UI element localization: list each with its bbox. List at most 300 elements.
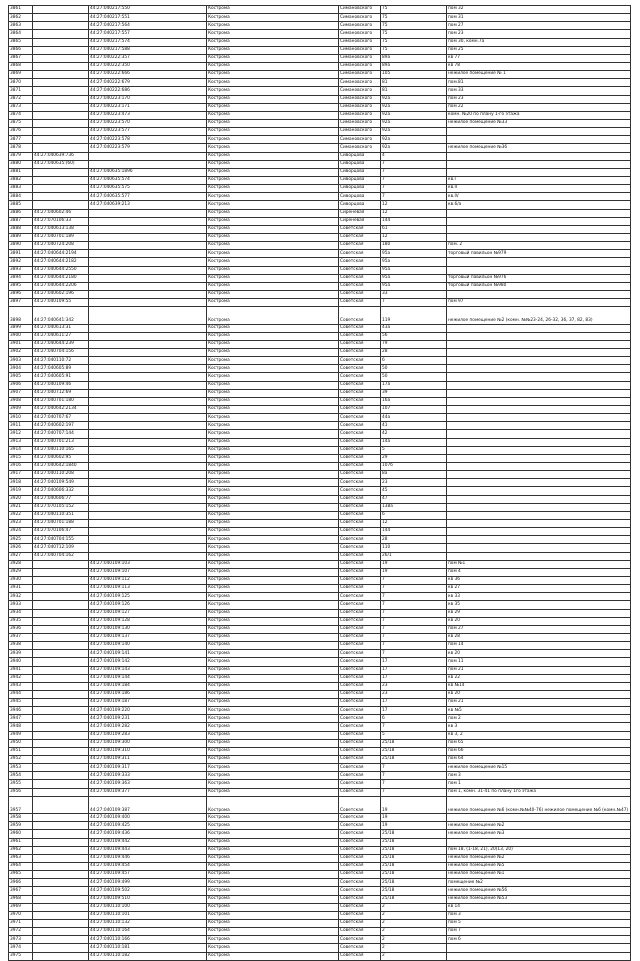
building-cadastral-cell <box>33 136 89 144</box>
premises-description-cell: кв.I <box>447 176 631 184</box>
city-cell: Кострома <box>207 707 339 715</box>
street-cell: Советская <box>339 544 381 552</box>
premises-description-cell: пом 65 <box>447 739 631 747</box>
premises-cadastral-cell: 44:27:040223:579 <box>89 144 207 152</box>
building-cadastral-cell <box>33 715 89 723</box>
street-cell: Советская <box>339 519 381 527</box>
city-cell: Кострома <box>207 822 339 830</box>
building-cadastral-cell <box>33 731 89 739</box>
table-row <box>9 144 631 152</box>
building-cadastral-cell: 44:27:040602:197 <box>33 422 89 430</box>
row-number-cell: 3927 <box>9 552 33 560</box>
premises-cadastral-cell: 44:27:040217:551 <box>89 14 207 22</box>
row-number-cell: 3954 <box>9 772 33 780</box>
building-cadastral-cell <box>33 723 89 731</box>
premises-description-cell <box>447 495 631 503</box>
city-cell: Кострома <box>207 609 339 617</box>
house-number-cell: 23 <box>381 479 447 487</box>
street-cell: Советская <box>339 552 381 560</box>
house-number-cell: 92а <box>381 128 447 136</box>
street-cell: Советская <box>339 780 381 788</box>
table-row <box>9 365 631 373</box>
city-cell: Кострома <box>207 46 339 54</box>
register-table-body <box>9 6 631 961</box>
house-number-cell: 75 <box>381 6 447 14</box>
house-number-cell: 25/18 <box>381 895 447 903</box>
street-cell: Советская <box>339 568 381 576</box>
table-row <box>9 290 631 298</box>
table-row <box>9 871 631 879</box>
building-cadastral-cell: 44:27:040644:239 <box>33 340 89 348</box>
city-cell: Кострома <box>207 796 339 813</box>
building-cadastral-cell: 44:27:040644:2206 <box>33 282 89 290</box>
building-cadastral-cell: 44:27:040707:144 <box>33 430 89 438</box>
city-cell: Кострома <box>207 503 339 511</box>
city-cell: Кострома <box>207 79 339 87</box>
premises-cadastral-cell <box>89 430 207 438</box>
row-number-cell: 3880 <box>9 160 33 168</box>
table-row <box>9 128 631 136</box>
city-cell: Кострома <box>207 307 339 324</box>
premises-description-cell: кв 3, 2 <box>447 731 631 739</box>
house-number-cell: 19 <box>381 796 447 813</box>
house-number-cell: 47 <box>381 495 447 503</box>
city-cell: Кострома <box>207 71 339 79</box>
city-cell: Кострома <box>207 519 339 527</box>
building-cadastral-cell <box>33 772 89 780</box>
premises-description-cell: пом 66 <box>447 747 631 755</box>
premises-cadastral-cell <box>89 438 207 446</box>
table-row <box>9 952 631 960</box>
house-number-cell: 42 <box>381 430 447 438</box>
table-row <box>9 699 631 707</box>
building-cadastral-cell: 44:27:040605:89 <box>33 365 89 373</box>
building-cadastral-cell <box>33 111 89 119</box>
city-cell: Кострома <box>207 544 339 552</box>
city-cell: Кострома <box>207 788 339 796</box>
premises-description-cell: пом 14 <box>447 642 631 650</box>
building-cadastral-cell <box>33 62 89 70</box>
street-cell: Советская <box>339 528 381 536</box>
table-row <box>9 919 631 927</box>
table-row <box>9 739 631 747</box>
city-cell: Кострома <box>207 936 339 944</box>
table-row <box>9 201 631 209</box>
row-number-cell: 3924 <box>9 528 33 536</box>
table-row <box>9 747 631 755</box>
building-cadastral-cell <box>33 633 89 641</box>
register-table <box>8 5 631 961</box>
table-row <box>9 46 631 54</box>
building-cadastral-cell: 44:27:040606:77 <box>33 495 89 503</box>
premises-cadastral-cell: 44:27:040109:442 <box>89 838 207 846</box>
house-number-cell: 28 <box>381 536 447 544</box>
premises-description-cell: пом 23 <box>447 30 631 38</box>
street-cell: Советская <box>339 903 381 911</box>
street-cell: Сиворцова <box>339 193 381 201</box>
building-cadastral-cell <box>33 95 89 103</box>
street-cell: Советская <box>339 258 381 266</box>
table-row <box>9 928 631 936</box>
street-cell: Советская <box>339 862 381 870</box>
building-cadastral-cell: 44:27:040704:156 <box>33 349 89 357</box>
table-row <box>9 242 631 250</box>
street-cell: Советская <box>339 952 381 960</box>
building-cadastral-cell <box>33 871 89 879</box>
street-cell: Советская <box>339 250 381 258</box>
premises-cadastral-cell: 44:27:040635:574 <box>89 176 207 184</box>
street-cell: Советская <box>339 723 381 731</box>
building-cadastral-cell <box>33 879 89 887</box>
table-row <box>9 519 631 527</box>
premises-cadastral-cell <box>89 349 207 357</box>
premises-cadastral-cell: 44:27:040109:454 <box>89 862 207 870</box>
premises-description-cell: кв №5 <box>447 707 631 715</box>
city-cell: Кострома <box>207 723 339 731</box>
city-cell: Кострома <box>207 642 339 650</box>
premises-description-cell: пом 21 <box>447 699 631 707</box>
building-cadastral-cell: 44:27:040642:2134 <box>33 406 89 414</box>
house-number-cell: 28 <box>381 349 447 357</box>
house-number-cell: 43а <box>381 324 447 332</box>
house-number-cell: 26/1 <box>381 552 447 560</box>
premises-description-cell: кв 33 <box>447 593 631 601</box>
house-number-cell: 25/18 <box>381 739 447 747</box>
house-number-cell: 25/18 <box>381 830 447 838</box>
city-cell: Кострома <box>207 357 339 365</box>
house-number-cell: 7 <box>381 642 447 650</box>
city-cell: Кострома <box>207 6 339 14</box>
premises-cadastral-cell: 44:27:040109:107 <box>89 568 207 576</box>
building-cadastral-cell <box>33 944 89 952</box>
house-number-cell: 75 <box>381 38 447 46</box>
city-cell: Кострома <box>207 30 339 38</box>
city-cell: Кострома <box>207 871 339 879</box>
city-cell: Кострома <box>207 617 339 625</box>
street-cell: Советская <box>339 887 381 895</box>
house-number-cell: 7 <box>381 601 447 609</box>
house-number-cell: 75 <box>381 14 447 22</box>
premises-cadastral-cell <box>89 406 207 414</box>
house-number-cell: 7 <box>381 650 447 658</box>
street-cell: Сиворцова <box>339 185 381 193</box>
premises-cadastral-cell: 44:27:040109:310 <box>89 747 207 755</box>
house-number-cell: 7 <box>381 576 447 584</box>
house-number-cell: 6 <box>381 357 447 365</box>
row-number-cell: 3905 <box>9 373 33 381</box>
house-number-cell: 92а <box>381 103 447 111</box>
premises-description-cell <box>447 952 631 960</box>
row-number-cell: 3942 <box>9 674 33 682</box>
premises-description-cell: пом 33 <box>447 87 631 95</box>
table-row <box>9 454 631 462</box>
premises-description-cell <box>447 406 631 414</box>
row-number-cell: 3908 <box>9 397 33 405</box>
table-row <box>9 250 631 258</box>
premises-cadastral-cell <box>89 446 207 454</box>
row-number-cell: 3948 <box>9 723 33 731</box>
row-number-cell: 3974 <box>9 944 33 952</box>
building-cadastral-cell <box>33 168 89 176</box>
house-number-cell: 95а <box>381 250 447 258</box>
street-cell: Советская <box>339 340 381 348</box>
house-number-cell: 25/18 <box>381 862 447 870</box>
house-number-cell: 7 <box>381 168 447 176</box>
street-cell: Советская <box>339 895 381 903</box>
premises-cadastral-cell: 44:27:040109:333 <box>89 772 207 780</box>
premises-cadastral-cell: 44:27:040109:143 <box>89 666 207 674</box>
house-number-cell: 19 <box>381 814 447 822</box>
street-cell: Советская <box>339 772 381 780</box>
building-cadastral-cell <box>33 911 89 919</box>
premises-cadastral-cell <box>89 266 207 274</box>
row-number-cell: 3872 <box>9 95 33 103</box>
street-cell: Симановского <box>339 6 381 14</box>
table-row <box>9 731 631 739</box>
table-row <box>9 528 631 536</box>
house-number-cell: 17 <box>381 674 447 682</box>
street-cell: Советская <box>339 381 381 389</box>
house-number-cell: 25/18 <box>381 846 447 854</box>
street-cell: Советская <box>339 406 381 414</box>
building-cadastral-cell: 44:27:040712:69 <box>33 389 89 397</box>
street-cell: Сиреневая <box>339 217 381 225</box>
building-cadastral-cell <box>33 54 89 62</box>
row-number-cell: 3886 <box>9 209 33 217</box>
house-number-cell: 7 <box>381 160 447 168</box>
premises-cadastral-cell: 44:27:040109:113 <box>89 585 207 593</box>
table-row <box>9 185 631 193</box>
table-row <box>9 446 631 454</box>
street-cell: Сиворцова <box>339 152 381 160</box>
building-cadastral-cell: 44:27:040701:189 <box>33 233 89 241</box>
table-row <box>9 54 631 62</box>
house-number-cell: 12 <box>381 233 447 241</box>
premises-cadastral-cell <box>89 217 207 225</box>
house-number-cell: 95а <box>381 274 447 282</box>
street-cell: Советская <box>339 633 381 641</box>
premises-description-cell: торговый павильон №979 <box>447 250 631 258</box>
house-number-cell: 6 <box>381 511 447 519</box>
premises-cadastral-cell <box>89 357 207 365</box>
premises-cadastral-cell <box>89 544 207 552</box>
premises-description-cell <box>447 462 631 470</box>
table-row <box>9 625 631 633</box>
building-cadastral-cell <box>33 739 89 747</box>
premises-description-cell: пом 27 <box>447 625 631 633</box>
city-cell: Кострома <box>207 536 339 544</box>
street-cell: Симановского <box>339 119 381 127</box>
premises-cadastral-cell: 44:27:040109:144 <box>89 674 207 682</box>
premises-cadastral-cell: 44:27:040223:473 <box>89 111 207 119</box>
house-number-cell: 7 <box>381 788 447 796</box>
city-cell: Кострома <box>207 666 339 674</box>
city-cell: Кострома <box>207 739 339 747</box>
city-cell: Кострома <box>207 185 339 193</box>
row-number-cell: 3952 <box>9 756 33 764</box>
premises-cadastral-cell: 44:27:040223:570 <box>89 119 207 127</box>
table-row <box>9 936 631 944</box>
house-number-cell: 92а <box>381 95 447 103</box>
premises-description-cell: кв 36 <box>447 576 631 584</box>
premises-description-cell: помещение №2 <box>447 879 631 887</box>
premises-cadastral-cell: 44:27:040109:125 <box>89 593 207 601</box>
premises-cadastral-cell: 44:27:040110:101 <box>89 911 207 919</box>
table-row <box>9 119 631 127</box>
street-cell: Советская <box>339 928 381 936</box>
street-cell: Советская <box>339 650 381 658</box>
street-cell: Сиворцова <box>339 176 381 184</box>
building-cadastral-cell <box>33 119 89 127</box>
premises-cadastral-cell: 44:27:040222:679 <box>89 79 207 87</box>
premises-description-cell <box>447 225 631 233</box>
building-cadastral-cell <box>33 103 89 111</box>
street-cell: Советская <box>339 699 381 707</box>
premises-description-cell <box>447 365 631 373</box>
street-cell: Советская <box>339 225 381 233</box>
table-row <box>9 895 631 903</box>
house-number-cell: 7 <box>381 764 447 772</box>
building-cadastral-cell: 44:27:040109:46 <box>33 381 89 389</box>
street-cell: Советская <box>339 911 381 919</box>
house-number-cell: 89а <box>381 54 447 62</box>
table-row <box>9 406 631 414</box>
street-cell: Симановского <box>339 71 381 79</box>
row-number-cell: 3953 <box>9 764 33 772</box>
city-cell: Кострома <box>207 438 339 446</box>
street-cell: Советская <box>339 266 381 274</box>
street-cell: Советская <box>339 625 381 633</box>
city-cell: Кострома <box>207 690 339 698</box>
premises-cadastral-cell: 44:27:040223:170 <box>89 95 207 103</box>
street-cell: Советская <box>339 495 381 503</box>
table-row <box>9 307 631 324</box>
premises-description-cell <box>447 324 631 332</box>
house-number-cell: 7 <box>381 593 447 601</box>
house-number-cell: 7 <box>381 176 447 184</box>
city-cell: Кострома <box>207 258 339 266</box>
city-cell: Кострома <box>207 414 339 422</box>
street-cell: Советская <box>339 593 381 601</box>
city-cell: Кострома <box>207 944 339 952</box>
building-cadastral-cell: 44:27:040613:138 <box>33 225 89 233</box>
city-cell: Кострома <box>207 747 339 755</box>
street-cell: Советская <box>339 609 381 617</box>
street-cell: Симановского <box>339 54 381 62</box>
street-cell: Советская <box>339 274 381 282</box>
building-cadastral-cell: 44:27:040611:27 <box>33 332 89 340</box>
premises-description-cell: нежилое помещение №56 <box>447 887 631 895</box>
building-cadastral-cell: 44:27:040110:165 <box>33 446 89 454</box>
premises-cadastral-cell: 44:27:040110:100 <box>89 903 207 911</box>
city-cell: Кострома <box>207 406 339 414</box>
building-cadastral-cell <box>33 830 89 838</box>
house-number-cell: 23 <box>381 690 447 698</box>
street-cell: Советская <box>339 536 381 544</box>
table-row <box>9 389 631 397</box>
street-cell: Советская <box>339 487 381 495</box>
city-cell: Кострома <box>207 103 339 111</box>
street-cell: Советская <box>339 936 381 944</box>
street-cell: Советская <box>339 854 381 862</box>
table-row <box>9 438 631 446</box>
building-cadastral-cell <box>33 38 89 46</box>
city-cell: Кострома <box>207 585 339 593</box>
house-number-cell: 81 <box>381 79 447 87</box>
row-number-cell: 3867 <box>9 54 33 62</box>
building-cadastral-cell <box>33 952 89 960</box>
building-cadastral-cell: 44:27:040635:(60) <box>33 160 89 168</box>
premises-description-cell <box>447 373 631 381</box>
street-cell: Симановского <box>339 144 381 152</box>
row-number-cell: 3881 <box>9 168 33 176</box>
building-cadastral-cell <box>33 185 89 193</box>
house-number-cell: 75 <box>381 22 447 30</box>
street-cell: Советская <box>339 796 381 813</box>
building-cadastral-cell <box>33 601 89 609</box>
house-number-cell: 2 <box>381 952 447 960</box>
premises-description-cell <box>447 519 631 527</box>
premises-description-cell <box>447 430 631 438</box>
city-cell: Кострома <box>207 389 339 397</box>
table-row <box>9 560 631 568</box>
city-cell: Кострома <box>207 952 339 960</box>
house-number-cell: 12 <box>381 209 447 217</box>
building-cadastral-cell: 44:27:040642:1840 <box>33 462 89 470</box>
house-number-cell: 7 <box>381 609 447 617</box>
premises-description-cell: пом 97 <box>447 299 631 307</box>
row-number-cell: 3900 <box>9 332 33 340</box>
table-row <box>9 666 631 674</box>
premises-description-cell <box>447 503 631 511</box>
premises-cadastral-cell: 44:27:040109:387 <box>89 796 207 813</box>
premises-description-cell: нежилое помещение №2 <box>447 854 631 862</box>
city-cell: Кострома <box>207 152 339 160</box>
table-row <box>9 814 631 822</box>
city-cell: Кострома <box>207 324 339 332</box>
house-number-cell: 8а <box>381 471 447 479</box>
street-cell: Советская <box>339 666 381 674</box>
premises-cadastral-cell <box>89 233 207 241</box>
table-row <box>9 887 631 895</box>
table-row <box>9 788 631 796</box>
city-cell: Кострома <box>207 160 339 168</box>
city-cell: Кострома <box>207 14 339 22</box>
premises-description-cell <box>447 136 631 144</box>
row-number-cell: 3928 <box>9 560 33 568</box>
row-number-cell: 3962 <box>9 846 33 854</box>
premises-description-cell <box>447 487 631 495</box>
street-cell: Симановского <box>339 46 381 54</box>
house-number-cell: 19 <box>381 568 447 576</box>
table-row <box>9 756 631 764</box>
premises-description-cell <box>447 160 631 168</box>
premises-description-cell: кв 14 <box>447 903 631 911</box>
premises-cadastral-cell: 44:27:040109:142 <box>89 658 207 666</box>
building-cadastral-cell <box>33 593 89 601</box>
house-number-cell: 138а <box>381 503 447 511</box>
city-cell: Кострома <box>207 715 339 723</box>
premises-description-cell: пом 32 <box>447 6 631 14</box>
street-cell: Советская <box>339 814 381 822</box>
premises-description-cell <box>447 479 631 487</box>
table-row <box>9 674 631 682</box>
row-number-cell: 3873 <box>9 103 33 111</box>
row-number-cell: 3957 <box>9 796 33 813</box>
premises-cadastral-cell <box>89 258 207 266</box>
premises-cadastral-cell: 44:27:040109:128 <box>89 617 207 625</box>
table-row <box>9 95 631 103</box>
